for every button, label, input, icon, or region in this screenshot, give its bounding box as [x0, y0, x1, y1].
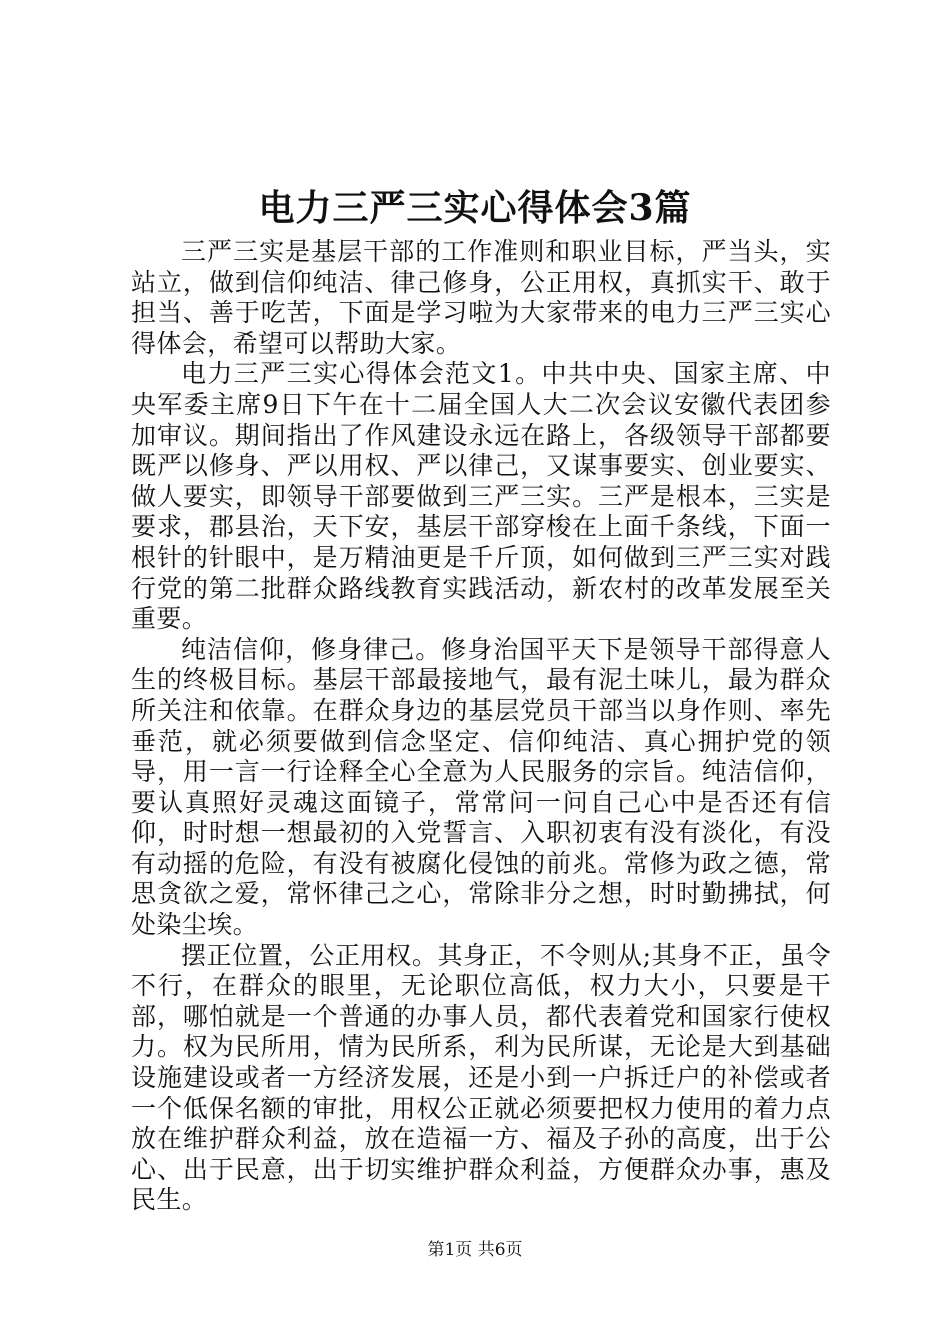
paragraph-pure-faith: 纯洁信仰，修身律己。修身治国平天下是领导干部得意人生的终极目标。基层干部最接地气，最有泥土味儿，最为群众所关注和依靠。在群众身边的基层党员干部当以身作则、率先垂范，就必须要做到信念坚定、信仰纯洁、真心拥护党的领导，用一言一行诠释全心全意为人民服务的宗旨。纯洁信仰，要认真照好灵魂这面镜子，常常问一问自己心中是否还有信仰，时时想一想最初的入党誓言、入职初衷有没有淡化，有没有动摇的危险，有没有被腐化侵蚀的前兆。常修为政之德，常思贪欲之爱，常怀律己之心，常除非分之想，时时勤拂拭，何处染尘埃。: [131, 634, 831, 940]
paragraph-sample-1: 电力三严三实心得体会范文1。中共中央、国家主席、中央军委主席9日下午在十二届全国人大二次会议安徽代表团参加审议。期间指出了作风建设永远在路上，各级领导干部都要既严以修身、严以用权、严以律己，又谋事要实、创业要实、做人要实，即领导干部要做到三严三实。三严是根本，三实是要求，郡县治，天下安，基层干部穿梭在上面千条线，下面一根针的针眼中，是万精油更是千斤顶，如何做到三严三实对践行党的第二批群众路线教育实践活动，新农村的改革发展至关重要。: [131, 359, 831, 634]
paragraph-fair-power: 摆正位置，公正用权。其身正，不令则从;其身不正，虽令不行，在群众的眼里，无论职位高低，权力大小，只要是干部，哪怕就是一个普通的办事人员，都代表着党和国家行使权力。权为民所用，情为民所系，利为民所谋，无论是大到基础设施建设或者一方经济发展，还是小到一户拆迁户的补偿或者一个低保名额的审批，用权公正就必须要把权力使用的着力点放在维护群众利益，放在造福一方、福及子孙的高度，出于公心、出于民意，出于切实维护群众利益，方便群众办事，惠及民生。: [131, 940, 831, 1215]
document-body: [131, 237, 831, 1216]
page-number-footer: 第1页 共6页: [427, 1240, 523, 1260]
document-title: 电力三严三实心得体会3篇: [258, 187, 692, 229]
paragraph-intro: 三严三实是基层干部的工作准则和职业目标，严当头，实站立，做到信仰纯洁、律己修身，公正用权，真抓实干、敢于担当、善于吃苦，下面是学习啦为大家带来的电力三严三实心得体会，希望可以帮助大家。: [131, 237, 831, 358]
